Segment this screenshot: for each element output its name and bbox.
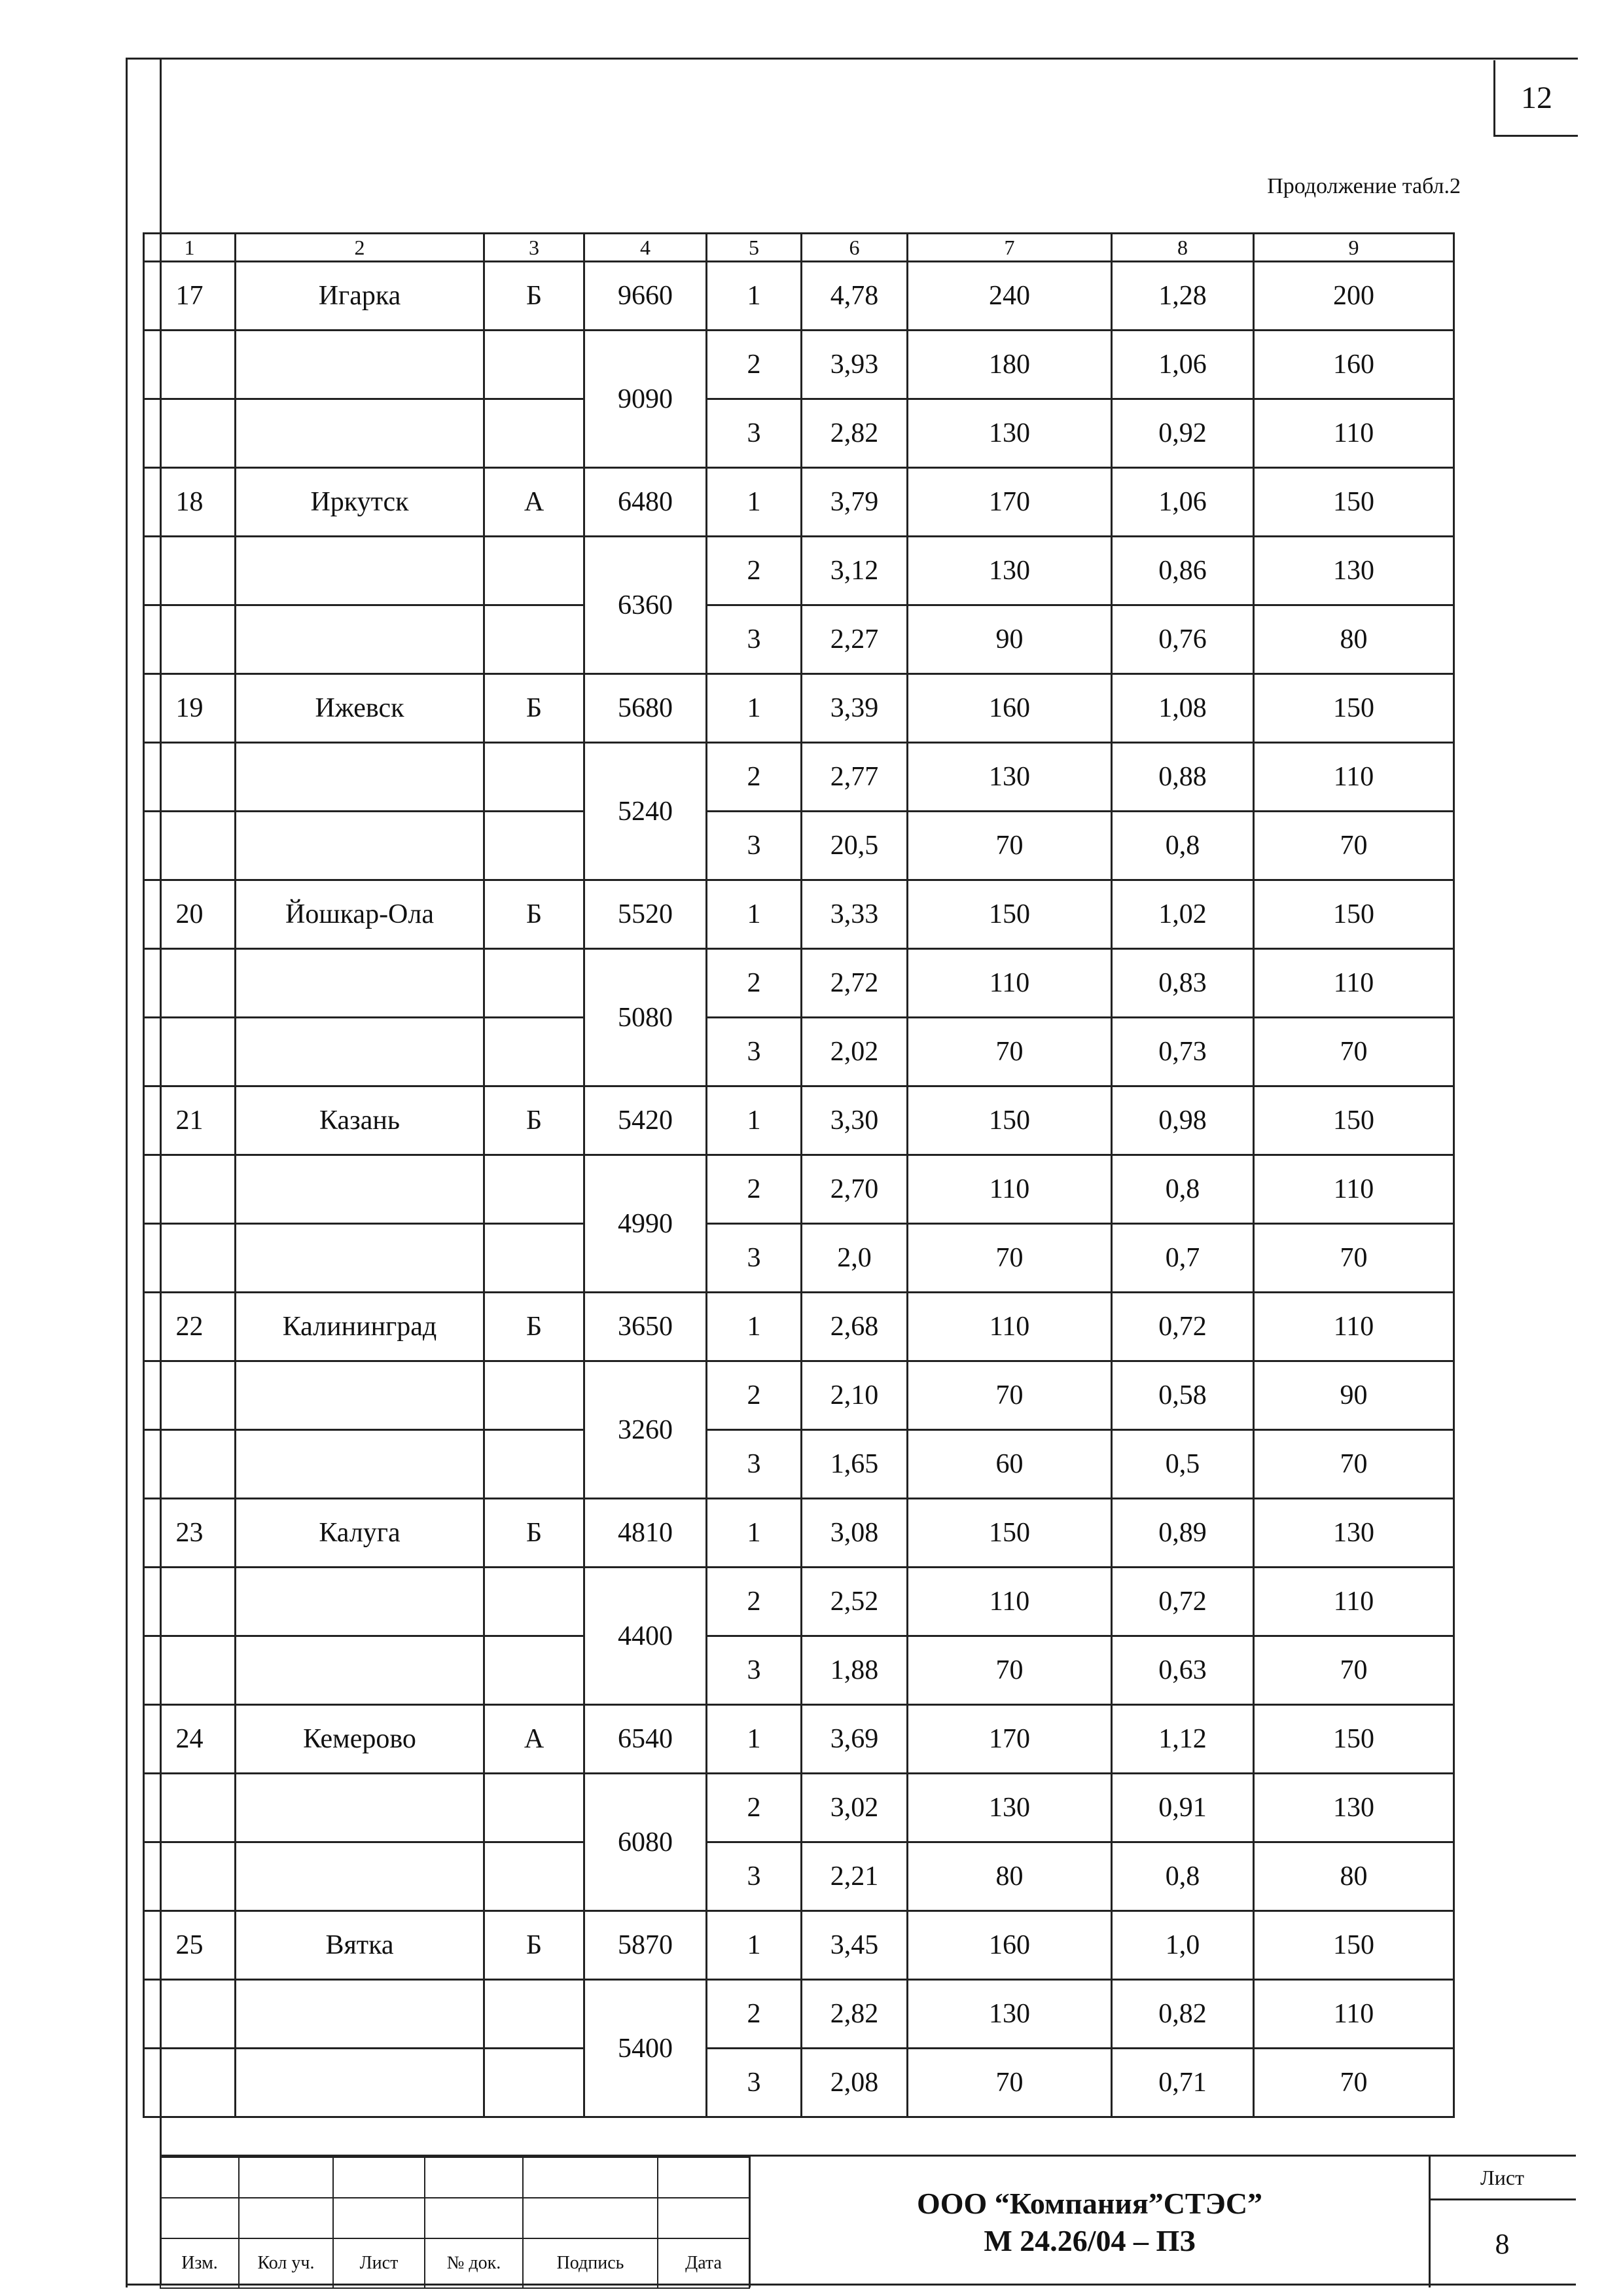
zone-cell: Б xyxy=(484,1293,584,1361)
value-col5-cell: 2 xyxy=(707,537,802,605)
value-col7-cell: 240 xyxy=(908,262,1112,331)
empty-cell xyxy=(144,1842,236,1911)
value-col6-cell: 3,69 xyxy=(802,1705,908,1774)
city-cell: Кемерово xyxy=(236,1705,484,1774)
table-row xyxy=(144,880,1454,949)
table-row xyxy=(144,1774,1454,1842)
value-col8-cell: 0,72 xyxy=(1112,1293,1254,1361)
city-cell: Игарка xyxy=(236,262,484,331)
empty-cell xyxy=(484,1980,584,2049)
value-col7-cell: 70 xyxy=(908,1018,1112,1086)
empty-cell xyxy=(484,399,584,468)
value-col4-cell: 5420 xyxy=(584,1086,707,1155)
empty-cell xyxy=(236,1636,484,1705)
value-col4-cell: 6480 xyxy=(584,468,707,537)
value-col5-cell: 1 xyxy=(707,1705,802,1774)
empty-cell xyxy=(236,399,484,468)
value-col9-cell: 70 xyxy=(1254,1224,1454,1293)
empty-cell xyxy=(144,1568,236,1636)
row-number-cell: 22 xyxy=(144,1293,236,1361)
empty-cell xyxy=(144,2049,236,2117)
value-col5-cell: 3 xyxy=(707,1018,802,1086)
empty-cell xyxy=(236,1568,484,1636)
table-row xyxy=(144,331,1454,399)
value-col8-cell: 0,86 xyxy=(1112,537,1254,605)
row-number-cell: 23 xyxy=(144,1499,236,1568)
value-col5-cell: 3 xyxy=(707,1430,802,1499)
value-col8-cell: 0,5 xyxy=(1112,1430,1254,1499)
stamp-label-doc-no: № док. xyxy=(425,2238,523,2288)
value-col7-cell: 70 xyxy=(908,1361,1112,1430)
table-row xyxy=(144,1293,1454,1361)
value-col9-cell: 70 xyxy=(1254,1636,1454,1705)
empty-cell xyxy=(144,949,236,1018)
empty-cell xyxy=(236,2049,484,2117)
empty-cell xyxy=(484,1430,584,1499)
value-col9-cell: 150 xyxy=(1254,1086,1454,1155)
stamp-label-change: Изм. xyxy=(160,2238,239,2288)
value-col9-cell: 70 xyxy=(1254,2049,1454,2117)
empty-cell xyxy=(236,812,484,880)
value-col7-cell: 70 xyxy=(908,812,1112,880)
revision-grid xyxy=(160,2157,750,2289)
value-col8-cell: 1,08 xyxy=(1112,674,1254,743)
value-col7-cell: 80 xyxy=(908,1842,1112,1911)
table-row xyxy=(144,1224,1454,1293)
zone-cell: Б xyxy=(484,1911,584,1980)
value-col8-cell: 0,88 xyxy=(1112,743,1254,812)
stamp-label-count: Кол уч. xyxy=(239,2238,333,2288)
value-col4-cell: 5680 xyxy=(584,674,707,743)
zone-cell: Б xyxy=(484,674,584,743)
empty-cell xyxy=(484,812,584,880)
value-col5-cell: 1 xyxy=(707,468,802,537)
empty-cell xyxy=(144,1361,236,1430)
empty-cell xyxy=(144,1774,236,1842)
empty-cell xyxy=(144,331,236,399)
value-col7-cell: 110 xyxy=(908,1568,1112,1636)
value-col8-cell: 0,8 xyxy=(1112,1842,1254,1911)
table-row xyxy=(144,2049,1454,2117)
value-col8-cell: 1,28 xyxy=(1112,262,1254,331)
value-col7-cell: 70 xyxy=(908,1636,1112,1705)
value-col8-cell: 0,89 xyxy=(1112,1499,1254,1568)
table-row xyxy=(144,1980,1454,2049)
value-col7-cell: 170 xyxy=(908,1705,1112,1774)
value-col6-cell: 2,27 xyxy=(802,605,908,674)
value-col8-cell: 0,8 xyxy=(1112,1155,1254,1224)
value-col6-cell: 3,33 xyxy=(802,880,908,949)
value-col4-cell: 3260 xyxy=(584,1361,707,1499)
column-header: 8 xyxy=(1112,234,1254,262)
value-col8-cell: 1,0 xyxy=(1112,1911,1254,1980)
empty-cell xyxy=(144,1155,236,1224)
value-col9-cell: 130 xyxy=(1254,1774,1454,1842)
value-col9-cell: 130 xyxy=(1254,537,1454,605)
value-col4-cell: 5240 xyxy=(584,743,707,880)
empty-cell xyxy=(236,1155,484,1224)
value-col8-cell: 0,83 xyxy=(1112,949,1254,1018)
value-col5-cell: 2 xyxy=(707,1980,802,2049)
table-row xyxy=(144,1636,1454,1705)
value-col7-cell: 130 xyxy=(908,1980,1112,2049)
empty-cell xyxy=(484,949,584,1018)
value-col4-cell: 3650 xyxy=(584,1293,707,1361)
table-row xyxy=(144,1842,1454,1911)
value-col9-cell: 90 xyxy=(1254,1361,1454,1430)
empty-cell xyxy=(144,1430,236,1499)
value-col6-cell: 3,02 xyxy=(802,1774,908,1842)
value-col5-cell: 2 xyxy=(707,1568,802,1636)
document-code: М 24.26/04 – ПЗ xyxy=(984,2224,1196,2257)
value-col6-cell: 2,77 xyxy=(802,743,908,812)
empty-cell xyxy=(484,1224,584,1293)
empty-cell xyxy=(484,1842,584,1911)
value-col6-cell: 1,65 xyxy=(802,1430,908,1499)
table-row xyxy=(144,1705,1454,1774)
value-col8-cell: 0,76 xyxy=(1112,605,1254,674)
value-col7-cell: 130 xyxy=(908,1774,1112,1842)
value-col6-cell: 2,08 xyxy=(802,2049,908,2117)
zone-cell: Б xyxy=(484,262,584,331)
empty-cell xyxy=(236,331,484,399)
value-col7-cell: 70 xyxy=(908,1224,1112,1293)
value-col5-cell: 2 xyxy=(707,949,802,1018)
value-col4-cell: 5870 xyxy=(584,1911,707,1980)
value-col7-cell: 90 xyxy=(908,605,1112,674)
value-col8-cell: 1,12 xyxy=(1112,1705,1254,1774)
value-col7-cell: 150 xyxy=(908,880,1112,949)
empty-cell xyxy=(144,537,236,605)
empty-cell xyxy=(144,605,236,674)
value-col9-cell: 110 xyxy=(1254,743,1454,812)
city-cell: Казань xyxy=(236,1086,484,1155)
value-col5-cell: 2 xyxy=(707,1155,802,1224)
empty-cell xyxy=(236,1018,484,1086)
column-header: 2 xyxy=(236,234,484,262)
value-col7-cell: 150 xyxy=(908,1499,1112,1568)
table-row xyxy=(144,262,1454,331)
value-col5-cell: 1 xyxy=(707,1086,802,1155)
value-col6-cell: 20,5 xyxy=(802,812,908,880)
row-number-cell: 25 xyxy=(144,1911,236,1980)
zone-cell: А xyxy=(484,1705,584,1774)
column-header: 6 xyxy=(802,234,908,262)
city-cell: Калуга xyxy=(236,1499,484,1568)
column-header: 4 xyxy=(584,234,707,262)
value-col6-cell: 3,79 xyxy=(802,468,908,537)
stamp-label-date: Дата xyxy=(658,2238,749,2288)
value-col9-cell: 110 xyxy=(1254,1980,1454,2049)
table-row xyxy=(144,537,1454,605)
table-row xyxy=(144,1911,1454,1980)
value-col7-cell: 180 xyxy=(908,331,1112,399)
column-number-header-row xyxy=(144,234,1454,262)
empty-cell xyxy=(144,812,236,880)
frame-top-line xyxy=(126,58,1576,60)
empty-cell xyxy=(236,1980,484,2049)
value-col8-cell: 0,98 xyxy=(1112,1086,1254,1155)
value-col9-cell: 70 xyxy=(1254,1430,1454,1499)
zone-cell: Б xyxy=(484,880,584,949)
value-col7-cell: 70 xyxy=(908,2049,1112,2117)
column-header: 1 xyxy=(144,234,236,262)
value-col6-cell: 2,82 xyxy=(802,1980,908,2049)
value-col6-cell: 2,70 xyxy=(802,1155,908,1224)
page-number: 12 xyxy=(1493,60,1578,137)
value-col8-cell: 1,06 xyxy=(1112,468,1254,537)
value-col8-cell: 0,72 xyxy=(1112,1568,1254,1636)
value-col4-cell: 9660 xyxy=(584,262,707,331)
empty-cell xyxy=(484,331,584,399)
value-col5-cell: 3 xyxy=(707,2049,802,2117)
zone-cell: А xyxy=(484,468,584,537)
empty-cell xyxy=(144,399,236,468)
table-row xyxy=(144,399,1454,468)
city-cell: Калининград xyxy=(236,1293,484,1361)
value-col6-cell: 2,0 xyxy=(802,1224,908,1293)
city-cell: Йошкар-Ола xyxy=(236,880,484,949)
value-col4-cell: 9090 xyxy=(584,331,707,468)
value-col6-cell: 2,10 xyxy=(802,1361,908,1430)
value-col7-cell: 150 xyxy=(908,1086,1112,1155)
value-col8-cell: 0,7 xyxy=(1112,1224,1254,1293)
value-col5-cell: 3 xyxy=(707,1224,802,1293)
value-col9-cell: 150 xyxy=(1254,880,1454,949)
empty-cell xyxy=(236,1430,484,1499)
value-col4-cell: 6080 xyxy=(584,1774,707,1911)
empty-cell xyxy=(144,1636,236,1705)
empty-cell xyxy=(236,1361,484,1430)
value-col9-cell: 70 xyxy=(1254,812,1454,880)
table-row xyxy=(144,674,1454,743)
value-col9-cell: 80 xyxy=(1254,1842,1454,1911)
empty-cell xyxy=(484,2049,584,2117)
value-col9-cell: 110 xyxy=(1254,1568,1454,1636)
value-col5-cell: 3 xyxy=(707,605,802,674)
value-col9-cell: 150 xyxy=(1254,674,1454,743)
value-col9-cell: 80 xyxy=(1254,605,1454,674)
value-col7-cell: 110 xyxy=(908,1293,1112,1361)
table-row xyxy=(144,468,1454,537)
empty-cell xyxy=(484,1636,584,1705)
value-col6-cell: 4,78 xyxy=(802,262,908,331)
value-col8-cell: 0,91 xyxy=(1112,1774,1254,1842)
value-col5-cell: 2 xyxy=(707,743,802,812)
empty-cell xyxy=(484,1361,584,1430)
value-col6-cell: 3,93 xyxy=(802,331,908,399)
value-col9-cell: 110 xyxy=(1254,399,1454,468)
empty-cell xyxy=(484,1155,584,1224)
value-col5-cell: 2 xyxy=(707,1361,802,1430)
empty-cell xyxy=(484,1568,584,1636)
table-row xyxy=(144,1430,1454,1499)
value-col9-cell: 200 xyxy=(1254,262,1454,331)
empty-cell xyxy=(484,1018,584,1086)
value-col7-cell: 160 xyxy=(908,1911,1112,1980)
empty-cell xyxy=(236,1842,484,1911)
zone-cell: Б xyxy=(484,1086,584,1155)
value-col8-cell: 0,63 xyxy=(1112,1636,1254,1705)
sheet-box xyxy=(1429,2157,1576,2287)
city-cell: Вятка xyxy=(236,1911,484,1980)
value-col5-cell: 3 xyxy=(707,399,802,468)
value-col6-cell: 3,39 xyxy=(802,674,908,743)
value-col6-cell: 1,88 xyxy=(802,1636,908,1705)
value-col9-cell: 130 xyxy=(1254,1499,1454,1568)
value-col5-cell: 1 xyxy=(707,1911,802,1980)
value-col8-cell: 0,58 xyxy=(1112,1361,1254,1430)
value-col7-cell: 130 xyxy=(908,743,1112,812)
empty-cell xyxy=(484,743,584,812)
table-row xyxy=(144,1499,1454,1568)
value-col9-cell: 110 xyxy=(1254,1155,1454,1224)
city-cell: Иркутск xyxy=(236,468,484,537)
value-col5-cell: 1 xyxy=(707,262,802,331)
table-row xyxy=(144,743,1454,812)
value-col5-cell: 2 xyxy=(707,331,802,399)
empty-cell xyxy=(144,1980,236,2049)
value-col9-cell: 110 xyxy=(1254,1293,1454,1361)
value-col8-cell: 0,8 xyxy=(1112,812,1254,880)
value-col4-cell: 6360 xyxy=(584,537,707,674)
empty-cell xyxy=(484,537,584,605)
empty-cell xyxy=(236,605,484,674)
sheet-number: 8 xyxy=(1495,2228,1510,2260)
empty-cell xyxy=(144,743,236,812)
value-col4-cell: 4400 xyxy=(584,1568,707,1705)
empty-cell xyxy=(484,1774,584,1842)
empty-cell xyxy=(236,1224,484,1293)
value-col7-cell: 160 xyxy=(908,674,1112,743)
value-col7-cell: 110 xyxy=(908,949,1112,1018)
city-cell: Ижевск xyxy=(236,674,484,743)
empty-cell xyxy=(236,537,484,605)
empty-cell xyxy=(144,1018,236,1086)
empty-cell xyxy=(236,743,484,812)
value-col8-cell: 0,92 xyxy=(1112,399,1254,468)
value-col8-cell: 1,02 xyxy=(1112,880,1254,949)
value-col5-cell: 3 xyxy=(707,812,802,880)
table-row xyxy=(144,812,1454,880)
value-col9-cell: 150 xyxy=(1254,1705,1454,1774)
value-col9-cell: 70 xyxy=(1254,1018,1454,1086)
value-col6-cell: 2,02 xyxy=(802,1018,908,1086)
column-header: 7 xyxy=(908,234,1112,262)
value-col4-cell: 4990 xyxy=(584,1155,707,1293)
sheet-label: Лист xyxy=(1429,2157,1576,2200)
value-col6-cell: 2,21 xyxy=(802,1842,908,1911)
empty-cell xyxy=(484,605,584,674)
value-col7-cell: 170 xyxy=(908,468,1112,537)
value-col6-cell: 3,30 xyxy=(802,1086,908,1155)
value-col5-cell: 3 xyxy=(707,1842,802,1911)
value-col6-cell: 2,52 xyxy=(802,1568,908,1636)
row-number-cell: 19 xyxy=(144,674,236,743)
table-row xyxy=(144,949,1454,1018)
value-col9-cell: 150 xyxy=(1254,468,1454,537)
title-block xyxy=(160,2155,1576,2287)
empty-cell xyxy=(236,949,484,1018)
stamp-label-signature: Подпись xyxy=(523,2238,658,2288)
stamp-label-sheet: Лист xyxy=(333,2238,425,2288)
stamp-title xyxy=(749,2157,1431,2287)
empty-cell xyxy=(144,1224,236,1293)
value-col5-cell: 1 xyxy=(707,880,802,949)
column-header: 5 xyxy=(707,234,802,262)
value-col4-cell: 5400 xyxy=(584,1980,707,2117)
value-col6-cell: 3,12 xyxy=(802,537,908,605)
table-continuation-caption: Продолжение табл.2 xyxy=(1267,174,1461,198)
column-header: 9 xyxy=(1254,234,1454,262)
value-col8-cell: 0,73 xyxy=(1112,1018,1254,1086)
data-table xyxy=(143,232,1455,2118)
table-row xyxy=(144,1018,1454,1086)
value-col4-cell: 5520 xyxy=(584,880,707,949)
value-col5-cell: 1 xyxy=(707,1293,802,1361)
row-number-cell: 18 xyxy=(144,468,236,537)
value-col6-cell: 3,08 xyxy=(802,1499,908,1568)
row-number-cell: 20 xyxy=(144,880,236,949)
column-header: 3 xyxy=(484,234,584,262)
row-number-cell: 21 xyxy=(144,1086,236,1155)
value-col6-cell: 2,68 xyxy=(802,1293,908,1361)
table-row xyxy=(144,1155,1454,1224)
value-col4-cell: 5080 xyxy=(584,949,707,1086)
value-col9-cell: 150 xyxy=(1254,1911,1454,1980)
value-col5-cell: 1 xyxy=(707,674,802,743)
value-col5-cell: 2 xyxy=(707,1774,802,1842)
value-col7-cell: 130 xyxy=(908,399,1112,468)
company-name: ООО “Компания”СТЭС” xyxy=(916,2186,1263,2220)
value-col7-cell: 60 xyxy=(908,1430,1112,1499)
value-col7-cell: 110 xyxy=(908,1155,1112,1224)
value-col9-cell: 160 xyxy=(1254,331,1454,399)
value-col4-cell: 4810 xyxy=(584,1499,707,1568)
value-col8-cell: 0,82 xyxy=(1112,1980,1254,2049)
value-col6-cell: 3,45 xyxy=(802,1911,908,1980)
value-col6-cell: 2,72 xyxy=(802,949,908,1018)
value-col8-cell: 0,71 xyxy=(1112,2049,1254,2117)
value-col9-cell: 110 xyxy=(1254,949,1454,1018)
table-row xyxy=(144,1361,1454,1430)
value-col4-cell: 6540 xyxy=(584,1705,707,1774)
value-col8-cell: 1,06 xyxy=(1112,331,1254,399)
value-col6-cell: 2,82 xyxy=(802,399,908,468)
table-row xyxy=(144,1086,1454,1155)
value-col5-cell: 3 xyxy=(707,1636,802,1705)
row-number-cell: 17 xyxy=(144,262,236,331)
table-row xyxy=(144,605,1454,674)
table-row xyxy=(144,1568,1454,1636)
value-col7-cell: 130 xyxy=(908,537,1112,605)
row-number-cell: 24 xyxy=(144,1705,236,1774)
zone-cell: Б xyxy=(484,1499,584,1568)
value-col5-cell: 1 xyxy=(707,1499,802,1568)
empty-cell xyxy=(236,1774,484,1842)
